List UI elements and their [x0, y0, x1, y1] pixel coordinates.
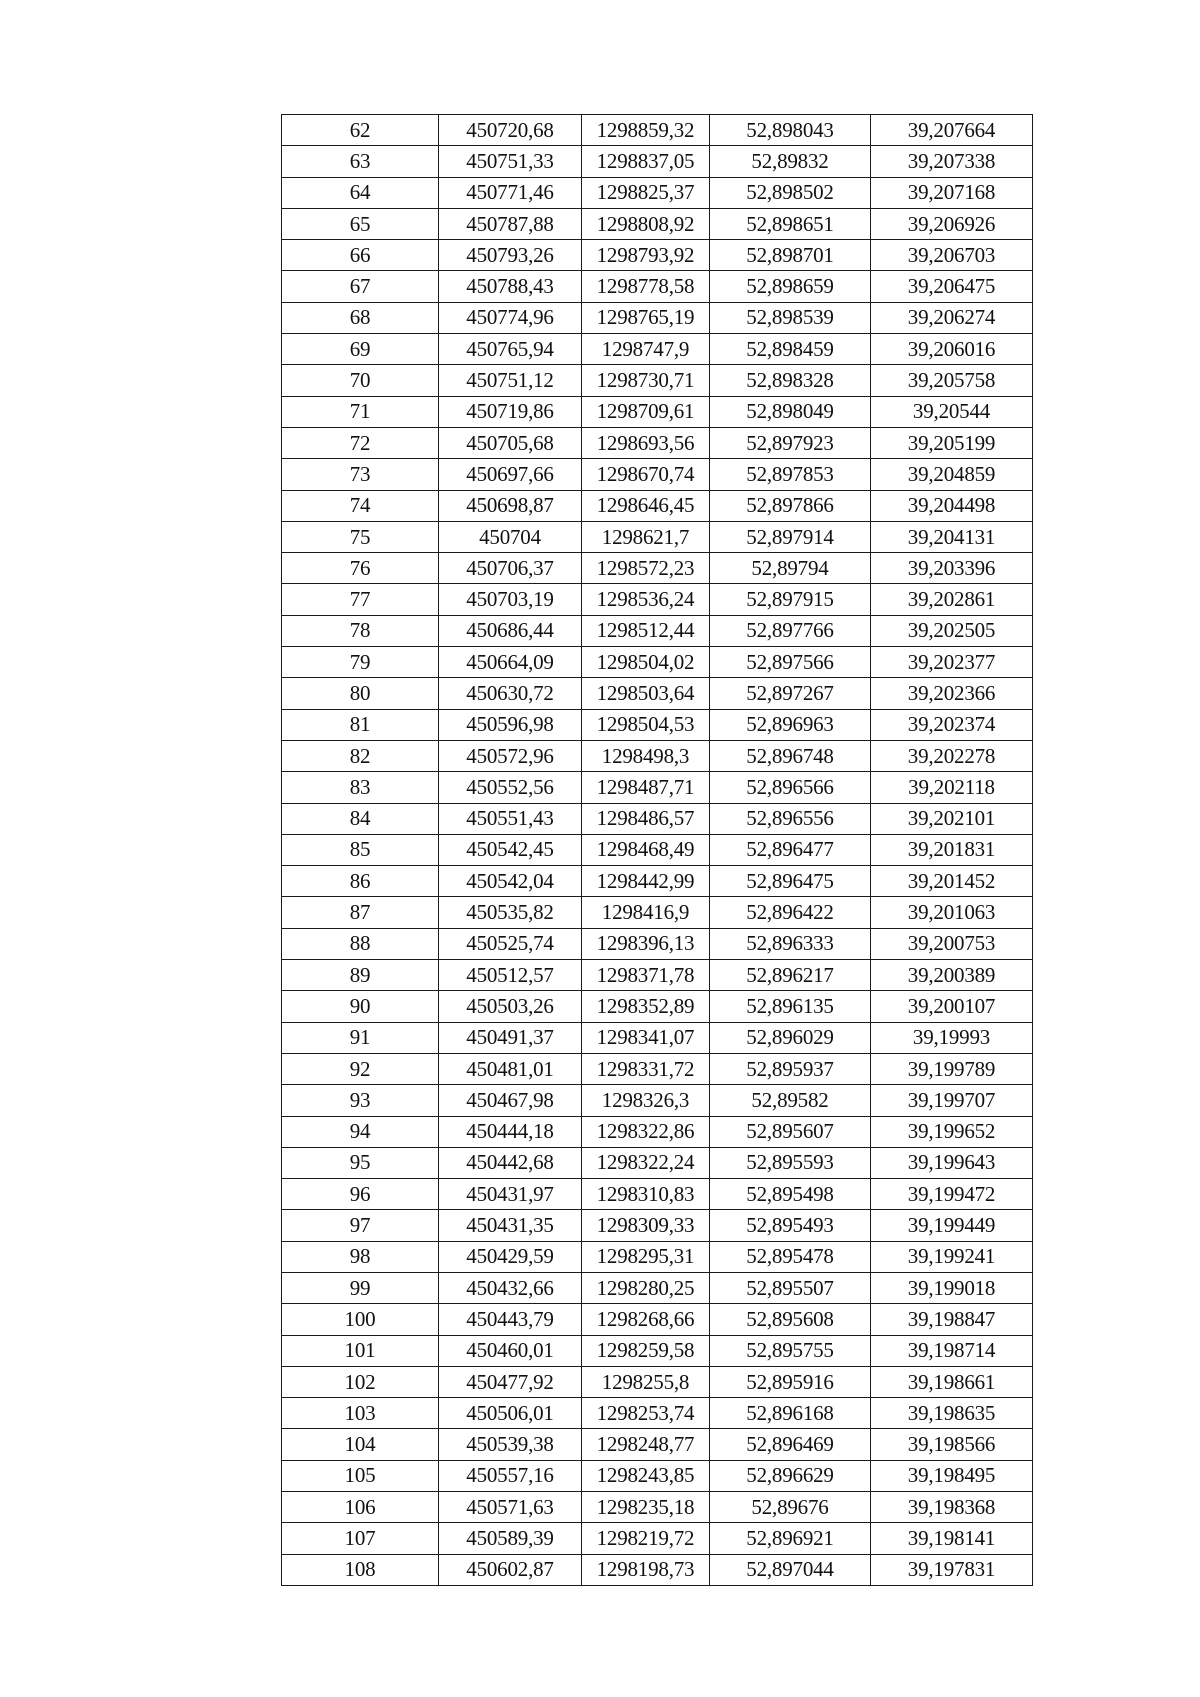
- table-row: [282, 146, 1033, 177]
- point-number-cell: 96: [282, 1179, 439, 1210]
- point-number-cell: 74: [282, 490, 439, 521]
- longitude-cell: 39,202366: [871, 678, 1033, 709]
- table-row: [282, 365, 1033, 396]
- x-coordinate-cell: 450460,01: [439, 1335, 582, 1366]
- point-number-cell: 103: [282, 1398, 439, 1429]
- table-row: [282, 271, 1033, 302]
- longitude-cell: 39,207664: [871, 115, 1033, 146]
- latitude-cell: 52,896135: [710, 991, 871, 1022]
- table-row: [282, 960, 1033, 991]
- table-row: [282, 1022, 1033, 1053]
- table-row: [282, 1523, 1033, 1554]
- y-coordinate-cell: 1298837,05: [582, 146, 710, 177]
- latitude-cell: 52,897267: [710, 678, 871, 709]
- y-coordinate-cell: 1298259,58: [582, 1335, 710, 1366]
- table-row: [282, 1210, 1033, 1241]
- longitude-cell: 39,206475: [871, 271, 1033, 302]
- table-row: [282, 584, 1033, 615]
- point-number-cell: 69: [282, 334, 439, 365]
- latitude-cell: 52,896963: [710, 709, 871, 740]
- y-coordinate-cell: 1298248,77: [582, 1429, 710, 1460]
- longitude-cell: 39,202374: [871, 709, 1033, 740]
- table-row: [282, 1304, 1033, 1335]
- latitude-cell: 52,898651: [710, 208, 871, 239]
- longitude-cell: 39,201452: [871, 866, 1033, 897]
- latitude-cell: 52,89832: [710, 146, 871, 177]
- y-coordinate-cell: 1298536,24: [582, 584, 710, 615]
- y-coordinate-cell: 1298295,31: [582, 1241, 710, 1272]
- table-row: [282, 1085, 1033, 1116]
- point-number-cell: 107: [282, 1523, 439, 1554]
- coordinates-table-body: [282, 115, 1033, 1586]
- y-coordinate-cell: 1298280,25: [582, 1272, 710, 1303]
- x-coordinate-cell: 450703,19: [439, 584, 582, 615]
- y-coordinate-cell: 1298341,07: [582, 1022, 710, 1053]
- longitude-cell: 39,199018: [871, 1272, 1033, 1303]
- y-coordinate-cell: 1298243,85: [582, 1460, 710, 1491]
- x-coordinate-cell: 450442,68: [439, 1147, 582, 1178]
- point-number-cell: 84: [282, 803, 439, 834]
- y-coordinate-cell: 1298442,99: [582, 866, 710, 897]
- y-coordinate-cell: 1298670,74: [582, 459, 710, 490]
- table-row: [282, 1429, 1033, 1460]
- x-coordinate-cell: 450552,56: [439, 772, 582, 803]
- y-coordinate-cell: 1298504,53: [582, 709, 710, 740]
- x-coordinate-cell: 450429,59: [439, 1241, 582, 1272]
- x-coordinate-cell: 450432,66: [439, 1272, 582, 1303]
- y-coordinate-cell: 1298621,7: [582, 521, 710, 552]
- x-coordinate-cell: 450602,87: [439, 1554, 582, 1585]
- x-coordinate-cell: 450481,01: [439, 1053, 582, 1084]
- x-coordinate-cell: 450589,39: [439, 1523, 582, 1554]
- latitude-cell: 52,898049: [710, 396, 871, 427]
- x-coordinate-cell: 450774,96: [439, 302, 582, 333]
- point-number-cell: 85: [282, 834, 439, 865]
- longitude-cell: 39,204498: [871, 490, 1033, 521]
- x-coordinate-cell: 450539,38: [439, 1429, 582, 1460]
- point-number-cell: 80: [282, 678, 439, 709]
- x-coordinate-cell: 450697,66: [439, 459, 582, 490]
- longitude-cell: 39,200389: [871, 960, 1033, 991]
- x-coordinate-cell: 450506,01: [439, 1398, 582, 1429]
- table-row: [282, 928, 1033, 959]
- latitude-cell: 52,896029: [710, 1022, 871, 1053]
- x-coordinate-cell: 450664,09: [439, 647, 582, 678]
- y-coordinate-cell: 1298322,86: [582, 1116, 710, 1147]
- y-coordinate-cell: 1298765,19: [582, 302, 710, 333]
- y-coordinate-cell: 1298859,32: [582, 115, 710, 146]
- latitude-cell: 52,895493: [710, 1210, 871, 1241]
- table-row: [282, 1053, 1033, 1084]
- x-coordinate-cell: 450704: [439, 521, 582, 552]
- point-number-cell: 87: [282, 897, 439, 928]
- latitude-cell: 52,898502: [710, 177, 871, 208]
- latitude-cell: 52,896333: [710, 928, 871, 959]
- table-row: [282, 302, 1033, 333]
- latitude-cell: 52,896168: [710, 1398, 871, 1429]
- x-coordinate-cell: 450793,26: [439, 240, 582, 271]
- longitude-cell: 39,19993: [871, 1022, 1033, 1053]
- coordinates-table: [281, 114, 1033, 1586]
- table-row: [282, 1272, 1033, 1303]
- latitude-cell: 52,895608: [710, 1304, 871, 1335]
- x-coordinate-cell: 450787,88: [439, 208, 582, 239]
- longitude-cell: 39,197831: [871, 1554, 1033, 1585]
- y-coordinate-cell: 1298504,02: [582, 647, 710, 678]
- point-number-cell: 70: [282, 365, 439, 396]
- point-number-cell: 76: [282, 553, 439, 584]
- longitude-cell: 39,199241: [871, 1241, 1033, 1272]
- point-number-cell: 100: [282, 1304, 439, 1335]
- longitude-cell: 39,200753: [871, 928, 1033, 959]
- point-number-cell: 86: [282, 866, 439, 897]
- point-number-cell: 108: [282, 1554, 439, 1585]
- longitude-cell: 39,199449: [871, 1210, 1033, 1241]
- table-row: [282, 678, 1033, 709]
- longitude-cell: 39,201063: [871, 897, 1033, 928]
- latitude-cell: 52,897853: [710, 459, 871, 490]
- latitude-cell: 52,89794: [710, 553, 871, 584]
- latitude-cell: 52,896469: [710, 1429, 871, 1460]
- x-coordinate-cell: 450431,35: [439, 1210, 582, 1241]
- latitude-cell: 52,896748: [710, 740, 871, 771]
- latitude-cell: 52,898659: [710, 271, 871, 302]
- table-row: [282, 1116, 1033, 1147]
- x-coordinate-cell: 450698,87: [439, 490, 582, 521]
- point-number-cell: 89: [282, 960, 439, 991]
- longitude-cell: 39,206703: [871, 240, 1033, 271]
- latitude-cell: 52,895607: [710, 1116, 871, 1147]
- latitude-cell: 52,897915: [710, 584, 871, 615]
- table-row: [282, 709, 1033, 740]
- table-row: [282, 427, 1033, 458]
- table-row: [282, 1241, 1033, 1272]
- table-row: [282, 1460, 1033, 1491]
- table-row: [282, 615, 1033, 646]
- x-coordinate-cell: 450788,43: [439, 271, 582, 302]
- x-coordinate-cell: 450719,86: [439, 396, 582, 427]
- table-row: [282, 459, 1033, 490]
- longitude-cell: 39,205199: [871, 427, 1033, 458]
- longitude-cell: 39,202278: [871, 740, 1033, 771]
- longitude-cell: 39,198368: [871, 1492, 1033, 1523]
- point-number-cell: 97: [282, 1210, 439, 1241]
- latitude-cell: 52,896556: [710, 803, 871, 834]
- x-coordinate-cell: 450477,92: [439, 1366, 582, 1397]
- latitude-cell: 52,89582: [710, 1085, 871, 1116]
- point-number-cell: 94: [282, 1116, 439, 1147]
- point-number-cell: 95: [282, 1147, 439, 1178]
- table-row: [282, 553, 1033, 584]
- x-coordinate-cell: 450557,16: [439, 1460, 582, 1491]
- latitude-cell: 52,895755: [710, 1335, 871, 1366]
- point-number-cell: 81: [282, 709, 439, 740]
- longitude-cell: 39,205758: [871, 365, 1033, 396]
- x-coordinate-cell: 450503,26: [439, 991, 582, 1022]
- point-number-cell: 106: [282, 1492, 439, 1523]
- x-coordinate-cell: 450443,79: [439, 1304, 582, 1335]
- longitude-cell: 39,198141: [871, 1523, 1033, 1554]
- longitude-cell: 39,198661: [871, 1366, 1033, 1397]
- y-coordinate-cell: 1298322,24: [582, 1147, 710, 1178]
- point-number-cell: 62: [282, 115, 439, 146]
- x-coordinate-cell: 450720,68: [439, 115, 582, 146]
- point-number-cell: 79: [282, 647, 439, 678]
- y-coordinate-cell: 1298808,92: [582, 208, 710, 239]
- y-coordinate-cell: 1298309,33: [582, 1210, 710, 1241]
- y-coordinate-cell: 1298219,72: [582, 1523, 710, 1554]
- point-number-cell: 68: [282, 302, 439, 333]
- y-coordinate-cell: 1298416,9: [582, 897, 710, 928]
- table-row: [282, 772, 1033, 803]
- y-coordinate-cell: 1298371,78: [582, 960, 710, 991]
- x-coordinate-cell: 450706,37: [439, 553, 582, 584]
- longitude-cell: 39,198847: [871, 1304, 1033, 1335]
- y-coordinate-cell: 1298730,71: [582, 365, 710, 396]
- point-number-cell: 72: [282, 427, 439, 458]
- x-coordinate-cell: 450765,94: [439, 334, 582, 365]
- x-coordinate-cell: 450572,96: [439, 740, 582, 771]
- latitude-cell: 52,898701: [710, 240, 871, 271]
- latitude-cell: 52,89676: [710, 1492, 871, 1523]
- longitude-cell: 39,199652: [871, 1116, 1033, 1147]
- table-row: [282, 240, 1033, 271]
- point-number-cell: 66: [282, 240, 439, 271]
- x-coordinate-cell: 450467,98: [439, 1085, 582, 1116]
- longitude-cell: 39,207168: [871, 177, 1033, 208]
- latitude-cell: 52,895507: [710, 1272, 871, 1303]
- longitude-cell: 39,198566: [871, 1429, 1033, 1460]
- point-number-cell: 75: [282, 521, 439, 552]
- latitude-cell: 52,898328: [710, 365, 871, 396]
- x-coordinate-cell: 450751,12: [439, 365, 582, 396]
- x-coordinate-cell: 450596,98: [439, 709, 582, 740]
- table-row: [282, 1179, 1033, 1210]
- latitude-cell: 52,895916: [710, 1366, 871, 1397]
- longitude-cell: 39,206016: [871, 334, 1033, 365]
- table-row: [282, 115, 1033, 146]
- table-row: [282, 803, 1033, 834]
- y-coordinate-cell: 1298486,57: [582, 803, 710, 834]
- point-number-cell: 99: [282, 1272, 439, 1303]
- latitude-cell: 52,896217: [710, 960, 871, 991]
- longitude-cell: 39,204131: [871, 521, 1033, 552]
- longitude-cell: 39,200107: [871, 991, 1033, 1022]
- y-coordinate-cell: 1298468,49: [582, 834, 710, 865]
- longitude-cell: 39,206926: [871, 208, 1033, 239]
- latitude-cell: 52,897044: [710, 1554, 871, 1585]
- x-coordinate-cell: 450491,37: [439, 1022, 582, 1053]
- longitude-cell: 39,199472: [871, 1179, 1033, 1210]
- point-number-cell: 65: [282, 208, 439, 239]
- table-row: [282, 834, 1033, 865]
- table-row: [282, 208, 1033, 239]
- latitude-cell: 52,896566: [710, 772, 871, 803]
- x-coordinate-cell: 450535,82: [439, 897, 582, 928]
- point-number-cell: 83: [282, 772, 439, 803]
- point-number-cell: 102: [282, 1366, 439, 1397]
- latitude-cell: 52,897914: [710, 521, 871, 552]
- point-number-cell: 92: [282, 1053, 439, 1084]
- point-number-cell: 64: [282, 177, 439, 208]
- x-coordinate-cell: 450444,18: [439, 1116, 582, 1147]
- longitude-cell: 39,201831: [871, 834, 1033, 865]
- x-coordinate-cell: 450551,43: [439, 803, 582, 834]
- table-row: [282, 1554, 1033, 1585]
- table-row: [282, 740, 1033, 771]
- point-number-cell: 101: [282, 1335, 439, 1366]
- y-coordinate-cell: 1298793,92: [582, 240, 710, 271]
- latitude-cell: 52,895498: [710, 1179, 871, 1210]
- longitude-cell: 39,199789: [871, 1053, 1033, 1084]
- longitude-cell: 39,206274: [871, 302, 1033, 333]
- latitude-cell: 52,897566: [710, 647, 871, 678]
- x-coordinate-cell: 450751,33: [439, 146, 582, 177]
- x-coordinate-cell: 450771,46: [439, 177, 582, 208]
- y-coordinate-cell: 1298747,9: [582, 334, 710, 365]
- table-row: [282, 1335, 1033, 1366]
- point-number-cell: 71: [282, 396, 439, 427]
- latitude-cell: 52,896422: [710, 897, 871, 928]
- x-coordinate-cell: 450542,45: [439, 834, 582, 865]
- x-coordinate-cell: 450630,72: [439, 678, 582, 709]
- longitude-cell: 39,202861: [871, 584, 1033, 615]
- x-coordinate-cell: 450431,97: [439, 1179, 582, 1210]
- table-row: [282, 521, 1033, 552]
- table-row: [282, 866, 1033, 897]
- table-row: [282, 991, 1033, 1022]
- table-row: [282, 177, 1033, 208]
- latitude-cell: 52,898043: [710, 115, 871, 146]
- point-number-cell: 105: [282, 1460, 439, 1491]
- point-number-cell: 82: [282, 740, 439, 771]
- longitude-cell: 39,207338: [871, 146, 1033, 177]
- longitude-cell: 39,198714: [871, 1335, 1033, 1366]
- y-coordinate-cell: 1298255,8: [582, 1366, 710, 1397]
- x-coordinate-cell: 450512,57: [439, 960, 582, 991]
- y-coordinate-cell: 1298778,58: [582, 271, 710, 302]
- longitude-cell: 39,202377: [871, 647, 1033, 678]
- y-coordinate-cell: 1298331,72: [582, 1053, 710, 1084]
- point-number-cell: 104: [282, 1429, 439, 1460]
- longitude-cell: 39,20544: [871, 396, 1033, 427]
- table-row: [282, 897, 1033, 928]
- y-coordinate-cell: 1298310,83: [582, 1179, 710, 1210]
- latitude-cell: 52,896475: [710, 866, 871, 897]
- y-coordinate-cell: 1298352,89: [582, 991, 710, 1022]
- latitude-cell: 52,897923: [710, 427, 871, 458]
- latitude-cell: 52,897766: [710, 615, 871, 646]
- longitude-cell: 39,204859: [871, 459, 1033, 490]
- longitude-cell: 39,202101: [871, 803, 1033, 834]
- y-coordinate-cell: 1298498,3: [582, 740, 710, 771]
- latitude-cell: 52,895593: [710, 1147, 871, 1178]
- point-number-cell: 77: [282, 584, 439, 615]
- x-coordinate-cell: 450571,63: [439, 1492, 582, 1523]
- table-row: [282, 1492, 1033, 1523]
- point-number-cell: 91: [282, 1022, 439, 1053]
- y-coordinate-cell: 1298396,13: [582, 928, 710, 959]
- latitude-cell: 52,897866: [710, 490, 871, 521]
- x-coordinate-cell: 450686,44: [439, 615, 582, 646]
- y-coordinate-cell: 1298512,44: [582, 615, 710, 646]
- y-coordinate-cell: 1298326,3: [582, 1085, 710, 1116]
- table-row: [282, 334, 1033, 365]
- longitude-cell: 39,198635: [871, 1398, 1033, 1429]
- y-coordinate-cell: 1298503,64: [582, 678, 710, 709]
- y-coordinate-cell: 1298693,56: [582, 427, 710, 458]
- x-coordinate-cell: 450525,74: [439, 928, 582, 959]
- latitude-cell: 52,896629: [710, 1460, 871, 1491]
- table-row: [282, 490, 1033, 521]
- table-row: [282, 1398, 1033, 1429]
- table-row: [282, 396, 1033, 427]
- point-number-cell: 93: [282, 1085, 439, 1116]
- point-number-cell: 67: [282, 271, 439, 302]
- latitude-cell: 52,896921: [710, 1523, 871, 1554]
- point-number-cell: 78: [282, 615, 439, 646]
- latitude-cell: 52,895478: [710, 1241, 871, 1272]
- y-coordinate-cell: 1298572,23: [582, 553, 710, 584]
- point-number-cell: 73: [282, 459, 439, 490]
- y-coordinate-cell: 1298487,71: [582, 772, 710, 803]
- longitude-cell: 39,199707: [871, 1085, 1033, 1116]
- y-coordinate-cell: 1298268,66: [582, 1304, 710, 1335]
- x-coordinate-cell: 450705,68: [439, 427, 582, 458]
- y-coordinate-cell: 1298253,74: [582, 1398, 710, 1429]
- latitude-cell: 52,898459: [710, 334, 871, 365]
- x-coordinate-cell: 450542,04: [439, 866, 582, 897]
- longitude-cell: 39,203396: [871, 553, 1033, 584]
- point-number-cell: 90: [282, 991, 439, 1022]
- point-number-cell: 98: [282, 1241, 439, 1272]
- table-row: [282, 1147, 1033, 1178]
- point-number-cell: 63: [282, 146, 439, 177]
- y-coordinate-cell: 1298235,18: [582, 1492, 710, 1523]
- point-number-cell: 88: [282, 928, 439, 959]
- longitude-cell: 39,202505: [871, 615, 1033, 646]
- y-coordinate-cell: 1298709,61: [582, 396, 710, 427]
- latitude-cell: 52,898539: [710, 302, 871, 333]
- longitude-cell: 39,202118: [871, 772, 1033, 803]
- longitude-cell: 39,198495: [871, 1460, 1033, 1491]
- table-row: [282, 1366, 1033, 1397]
- y-coordinate-cell: 1298646,45: [582, 490, 710, 521]
- y-coordinate-cell: 1298825,37: [582, 177, 710, 208]
- y-coordinate-cell: 1298198,73: [582, 1554, 710, 1585]
- longitude-cell: 39,199643: [871, 1147, 1033, 1178]
- table-row: [282, 647, 1033, 678]
- latitude-cell: 52,895937: [710, 1053, 871, 1084]
- latitude-cell: 52,896477: [710, 834, 871, 865]
